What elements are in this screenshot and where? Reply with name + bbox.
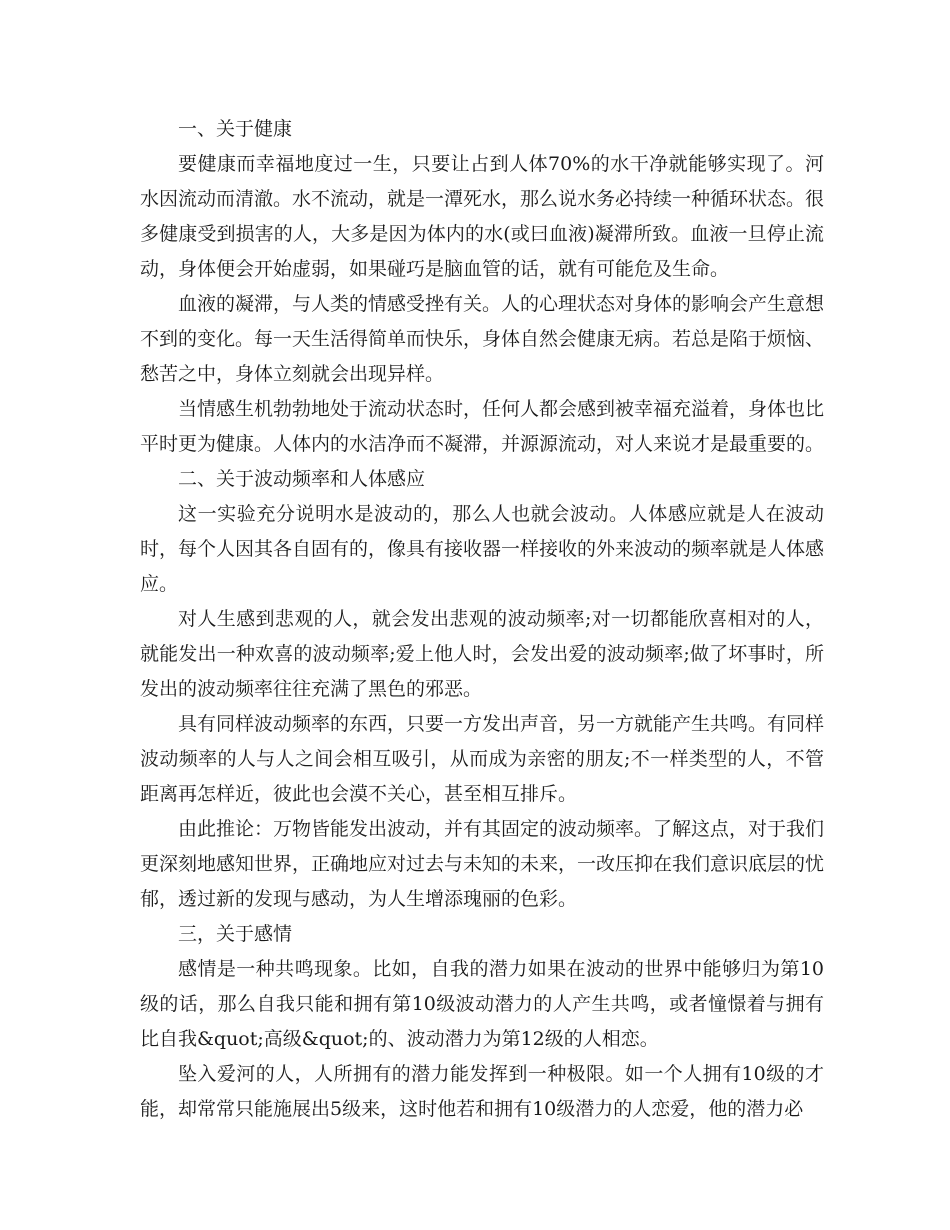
document-body: [140, 112, 824, 1127]
paragraph: 当情感生机勃勃地处于流动状态时，任何人都会感到被幸福充溢着，身体也比平时更为健康。人体内的水洁净而不凝滞，并源源流动，对人来说才是最重要的。: [140, 398, 825, 455]
paragraph: 血液的凝滞，与人类的情感受挫有关。人的心理状态对身体的影响会产生意想不到的变化。每一天生活得简单而快乐，身体自然会健康无病。若总是陷于烦恼、愁苦之中，身体立刻就会出现异样。: [140, 293, 825, 385]
paragraph: 由此推论：万物皆能发出波动，并有其固定的波动频率。了解这点，对于我们更深刻地感知世界，正确地应对过去与未知的未来，一改压抑在我们意识底层的忧郁，透过新的发现与感动，为人生增添瑰丽的色彩。: [140, 818, 825, 910]
paragraph: 坠入爱河的人，人所拥有的潜力能发挥到一种极限。如一个人拥有10级的才能，却常常只能施展出5级来，这时他若和拥有10级潜力的人恋爱，他的潜力必: [140, 1063, 824, 1120]
section-heading-health: 一、关于健康: [178, 118, 293, 140]
section-heading-emotion: 三，关于感情: [178, 923, 293, 945]
paragraph: 要健康而幸福地度过一生，只要让占到人体70%的水干净就能够实现了。河水因流动而清澈。水不流动，就是一潭死水，那么说水务必持续一种循环状态。很多健康受到损害的人，大多是因为体内的水(或曰血液)凝滞所致。血液一旦停止流动，身体便会开始虚弱，如果碰巧是脑血管的话，就有可能危及生命。: [140, 153, 825, 280]
paragraph: 这一实验充分说明水是波动的，那么人也就会波动。人体感应就是人在波动时，每个人因其各自固有的，像具有接收器一样接收的外来波动的频率就是人体感应。: [140, 503, 825, 595]
paragraph: 感情是一种共鸣现象。比如，自我的潜力如果在波动的世界中能够归为第10级的话，那么自我只能和拥有第10级波动潜力的人产生共鸣，或者憧憬着与拥有比自我&quot;高级&quot;的、波动潜力为第12级的人相恋。: [140, 958, 824, 1050]
paragraph: 对人生感到悲观的人，就会发出悲观的波动频率;对一切都能欣喜相对的人，就能发出一种欢喜的波动频率;爱上他人时，会发出爱的波动频率;做了坏事时，所发出的波动频率往往充满了黑色的邪恶。: [140, 608, 824, 700]
paragraph: 具有同样波动频率的东西，只要一方发出声音，另一方就能产生共鸣。有同样波动频率的人与人之间会相互吸引，从而成为亲密的朋友;不一样类型的人，不管距离再怎样近，彼此也会漠不关心，甚至相互排斥。: [140, 713, 825, 805]
section-heading-wave-frequency: 二、关于波动频率和人体感应: [178, 468, 426, 490]
